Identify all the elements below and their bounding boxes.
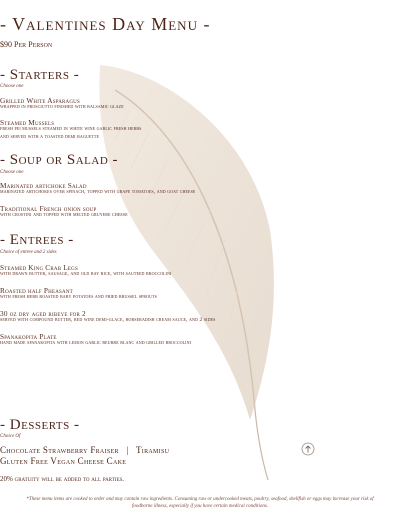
soup-salad-note: Choose one: [0, 170, 24, 175]
menu-title: - Valentines Day Menu -: [0, 14, 211, 34]
soup-salad-item-name: Traditional French onion soup: [0, 204, 97, 213]
starter-item-name: Grilled White Asparagus: [0, 96, 80, 105]
starters-title: - Starters -: [0, 67, 80, 83]
soup-salad-title: - Soup or Salad -: [0, 152, 119, 168]
entree-item-name: Steamed King Crab Legs: [0, 263, 78, 272]
starter-item-desc: and served with a toasted demi baguette: [0, 134, 99, 140]
soup-salad-item-name: Marinated artichoke Salad: [0, 181, 87, 190]
entree-item-desc: with drawn butter, sausage, and old bay rice, with sauteed broccolini: [0, 271, 172, 277]
gratuity-note: 20% gratuity will be added to all parties.: [0, 475, 125, 483]
entree-item-desc: hand made spanakopita with lemon garlic beurre blanc and grilled broccolini: [0, 340, 192, 346]
starters-note: Choose one: [0, 84, 24, 89]
starter-item-desc: fresh pei mussels steamed in white wine garlic fresh herbs: [0, 126, 142, 132]
entree-item-name: Spanakopita Plate: [0, 332, 57, 341]
desserts-line-2: Gluten Free Vegan Cheese Cake: [0, 456, 127, 466]
starter-item-name: Steamed Mussels: [0, 118, 55, 127]
desserts-title: - Desserts -: [0, 417, 80, 433]
up-arrow-circle-icon[interactable]: [301, 442, 315, 456]
entree-item-name: 30 oz dry aged ribeye for 2: [0, 309, 86, 318]
entree-item-desc: served with compound butter, red wine demi-glace, horseradish cream sauce, and 2 sides: [0, 317, 216, 323]
entree-item-desc: with fresh herb roasted baby potatoes and fried brussel sprouts: [0, 294, 157, 300]
desserts-line-1: Chocolate Strawberry Fraiser | Tiramisu: [0, 445, 170, 455]
menu-price: $90 Per Person: [0, 40, 53, 49]
entrees-title: - Entrees -: [0, 232, 74, 248]
desserts-note: Choice Of: [0, 434, 21, 439]
entrees-note: Choice of entree and 2 sides: [0, 250, 57, 255]
disclaimer-text: *These menu items are cooked to order and may contain raw ingredients. Consuming raw or undercooked meats, poultry, seafood, shellfish or eggs may increase your risk of foodborne illness, especially if you have certain medical conditions.: [26, 497, 374, 509]
soup-salad-item-desc: with crostini and topped with melted gruyere cheese: [0, 212, 128, 218]
starter-item-desc: wrapped in prosciutto finished with balsamic glaze: [0, 104, 124, 110]
soup-salad-item-desc: marinated artichokes over spinach, topped with grape tomatoes, and goat cheese: [0, 189, 196, 195]
entree-item-name: Roasted half Pheasant: [0, 286, 73, 295]
